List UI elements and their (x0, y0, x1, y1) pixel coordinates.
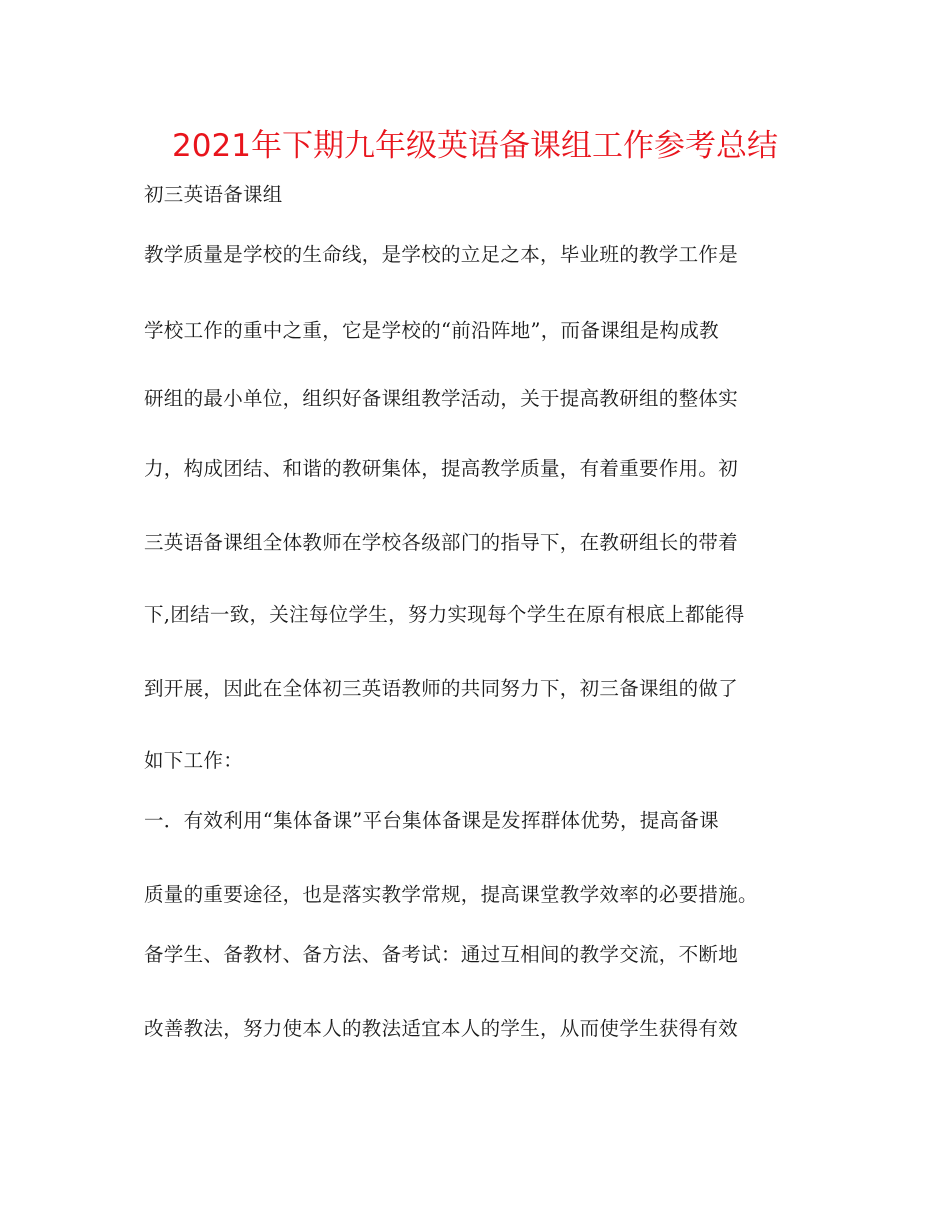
document-title: 2021年下期九年级英语备课组工作参考总结 (172, 128, 778, 164)
body-line: 下,团结一致，关注每位学生，努力实现每个学生在原有根底上都能得 (144, 603, 745, 626)
body-line: 质量的重要途径，也是落实教学常规，提高课堂教学效率的必要措施。 (144, 883, 758, 906)
body-line: 一．有效利用“集体备课”平台集体备课是发挥群体优势，提高备课 (144, 809, 719, 832)
body-line: 改善教法，努力使本人的教法适宜本人的学生，从而使学生获得有效 (144, 1017, 739, 1040)
body-line: 三英语备课组全体教师在学校各级部门的指导下，在教研组长的带着 (144, 531, 739, 554)
body-line: 学校工作的重中之重，它是学校的“前沿阵地”，而备课组是构成教 (144, 319, 719, 342)
body-line: 教学质量是学校的生命线，是学校的立足之本，毕业班的教学工作是 (144, 243, 739, 266)
body-line: 如下工作： (144, 749, 244, 772)
author-line: 初三英语备课组 (144, 183, 283, 206)
body-line: 备学生、备教材、备方法、备考试：通过互相间的教学交流，不断地 (144, 943, 739, 966)
body-line: 到开展，因此在全体初三英语教师的共同努力下，初三备课组的做了 (144, 677, 739, 700)
body-line: 研组的最小单位，组织好备课组教学活动，关于提高教研组的整体实 (144, 387, 739, 410)
body-line: 力，构成团结、和谐的教研集体，提高教学质量，有着重要作用。初 (144, 457, 739, 480)
